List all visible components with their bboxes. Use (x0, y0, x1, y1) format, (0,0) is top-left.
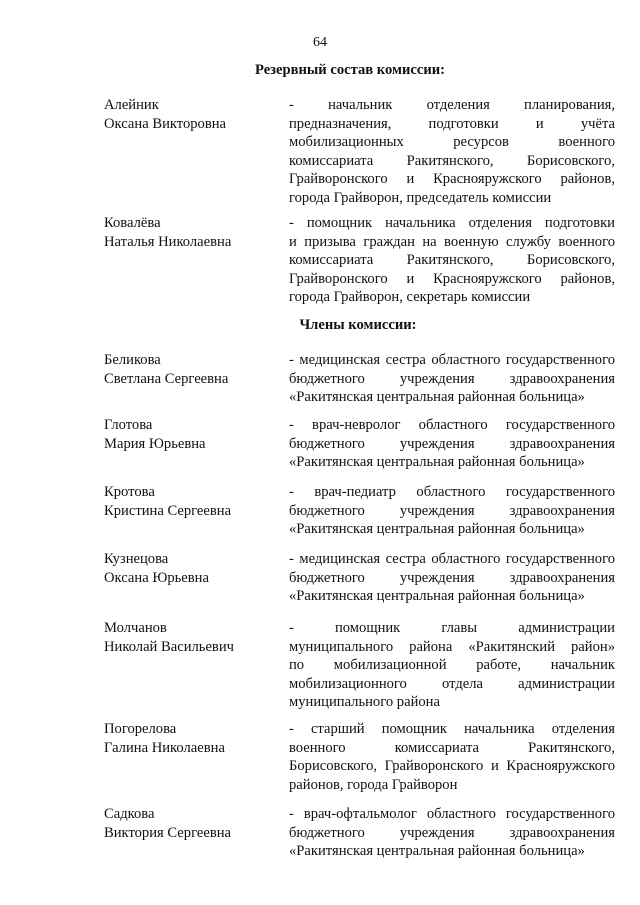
person-name (104, 720, 279, 757)
position-line: «Ракитянская центральная районная больница» (289, 389, 585, 405)
person-given-names: Галина Николаевна (104, 739, 225, 756)
person-surname: Кузнецова (104, 551, 169, 567)
position-line: бюджетного учреждения здравоохранения (289, 370, 615, 387)
person-name (104, 483, 279, 520)
position-line: Грайворонского и Краснояружского районов, (289, 171, 615, 187)
person-name (104, 805, 279, 842)
position-line: комиссариата Ракитянского, Борисовского, (289, 152, 615, 169)
reserve-heading: Резервный состав комиссии: (254, 62, 446, 78)
person-name (104, 550, 279, 587)
position-line: бюджетного учреждения здравоохранения (289, 824, 615, 841)
position-line: комиссариата Ракитянского, Борисовского, (289, 252, 615, 268)
person-name (104, 214, 279, 251)
position-line: районов, города Грайворон (289, 776, 458, 793)
position-line: - начальник отделения планирования, (289, 97, 615, 113)
person-position (289, 416, 615, 472)
person-surname: Садкова (104, 806, 155, 822)
person-surname: Погорелова (104, 721, 177, 737)
position-line: бюджетного учреждения здравоохранения (289, 435, 615, 452)
person-surname: Кротова (104, 484, 155, 500)
page-number: 64 (313, 35, 327, 50)
person-position (289, 550, 615, 606)
person-given-names: Наталья Николаевна (104, 233, 232, 250)
person-name (104, 96, 279, 133)
person-given-names: Мария Юрьевна (104, 435, 206, 452)
members-heading: Члены комиссии: (299, 317, 417, 333)
person-surname: Алейник (104, 97, 159, 113)
position-line: - врач-офтальмолог областного государственного (289, 806, 615, 822)
person-name (104, 619, 279, 656)
position-line: «Ракитянская центральная районная больница» (289, 454, 585, 470)
position-line: - помощник главы администрации (289, 620, 615, 636)
position-line: предназначения, подготовки и учёта (289, 115, 615, 132)
person-surname: Глотова (104, 417, 153, 433)
person-given-names: Оксана Юрьевна (104, 569, 209, 586)
person-position (289, 720, 615, 794)
position-line: - врач-педиатр областного государственного (289, 484, 615, 500)
position-line: - врач-невролог областного государственного (289, 417, 615, 433)
person-position (289, 351, 615, 407)
person-position (289, 96, 615, 207)
position-line: - медицинская сестра областного государственного (289, 352, 615, 368)
position-line: Борисовского, Грайворонского и Краснояружского (289, 758, 615, 774)
position-line: «Ракитянская центральная районная больница» (289, 588, 585, 604)
person-given-names: Оксана Викторовна (104, 115, 227, 132)
person-position (289, 805, 615, 861)
person-surname: Беликова (104, 352, 161, 368)
position-line: муниципального района «Ракитянский район» (289, 638, 615, 655)
position-line: бюджетного учреждения здравоохранения (289, 569, 615, 586)
position-line: Грайворонского и Краснояружского районов, (289, 270, 615, 287)
person-given-names: Светлана Сергеевна (104, 370, 229, 387)
position-line: мобилизационных ресурсов военного (289, 134, 615, 150)
position-line: мобилизационного отдела администрации (289, 675, 615, 692)
position-line: - помощник начальника отделения подготовки (289, 215, 615, 231)
position-line: и призыва граждан на военную службу военного (289, 233, 615, 250)
person-given-names: Николай Васильевич (104, 638, 234, 655)
position-line: «Ракитянская центральная районная больница» (289, 521, 585, 537)
person-position (289, 619, 615, 712)
position-line: «Ракитянская центральная районная больница» (289, 843, 585, 859)
position-line: военного комиссариата Ракитянского, (289, 739, 615, 756)
position-line: - старший помощник начальника отделения (289, 721, 615, 737)
person-surname: Ковалёва (104, 215, 161, 231)
position-line: города Грайворон, председатель комиссии (289, 189, 552, 206)
person-surname: Молчанов (104, 620, 167, 636)
position-line: бюджетного учреждения здравоохранения (289, 502, 615, 519)
person-position (289, 483, 615, 539)
position-line: муниципального района (289, 694, 440, 710)
position-line: города Грайворон, секретарь комиссии (289, 289, 531, 305)
position-line: по мобилизационной работе, начальник (289, 657, 615, 673)
person-name (104, 351, 279, 388)
position-line: - медицинская сестра областного государственного (289, 551, 615, 567)
person-position (289, 214, 615, 307)
person-given-names: Виктория Сергеевна (104, 824, 232, 841)
person-name (104, 416, 279, 453)
person-given-names: Кристина Сергеевна (104, 502, 232, 519)
